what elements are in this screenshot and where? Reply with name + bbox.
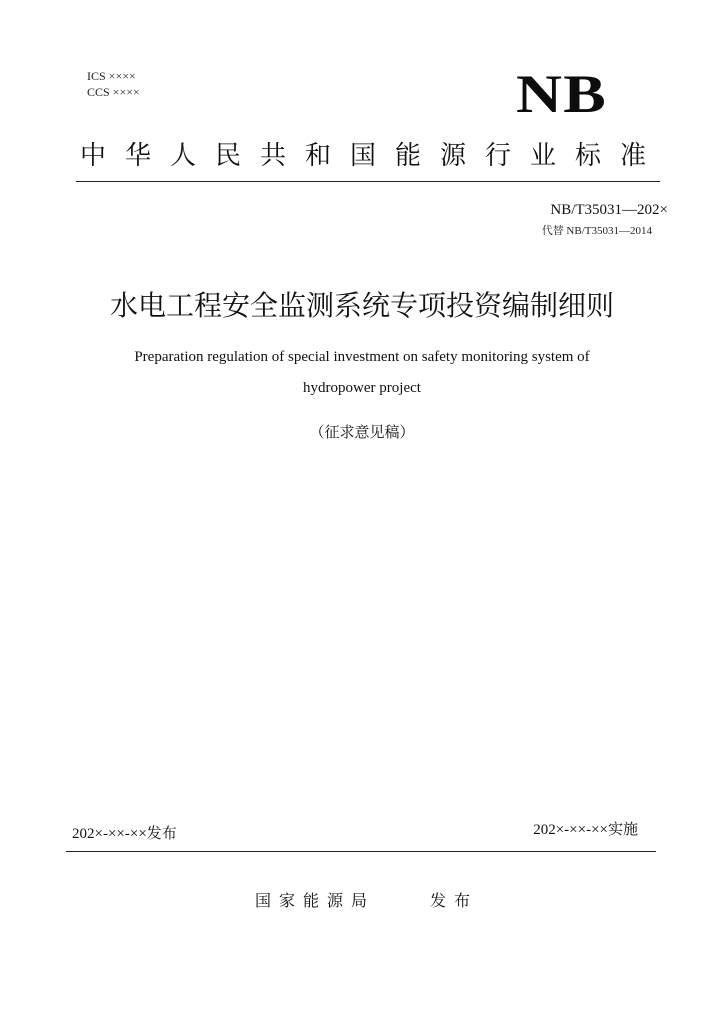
issue-label: 发布 — [430, 891, 479, 910]
document-title-en-line1: Preparation regulation of special investment on safety monitoring system of — [134, 349, 590, 365]
footer-divider — [66, 851, 656, 852]
header-divider — [76, 181, 660, 182]
issue-date: 202×-××-××发布 — [72, 826, 177, 842]
standard-category-title: 中华人民共和国能源行业标准 — [80, 141, 666, 171]
standard-number: NB/T35031—202× — [550, 202, 668, 218]
document-title-en-line2: hydropower project — [303, 380, 421, 396]
nb-logo: NB — [516, 64, 607, 124]
draft-status: （征求意见稿） — [309, 423, 415, 441]
ccs-code: CCS ×××× — [87, 85, 140, 99]
ics-code: ICS ×××× — [87, 69, 136, 83]
replaces-standard: 代替 NB/T35031—2014 — [541, 225, 652, 237]
issuing-authority: 国家能源局 — [255, 891, 376, 910]
implementation-date: 202×-××-××实施 — [533, 822, 638, 838]
document-title-zh: 水电工程安全监测系统专项投资编制细则 — [109, 289, 614, 322]
